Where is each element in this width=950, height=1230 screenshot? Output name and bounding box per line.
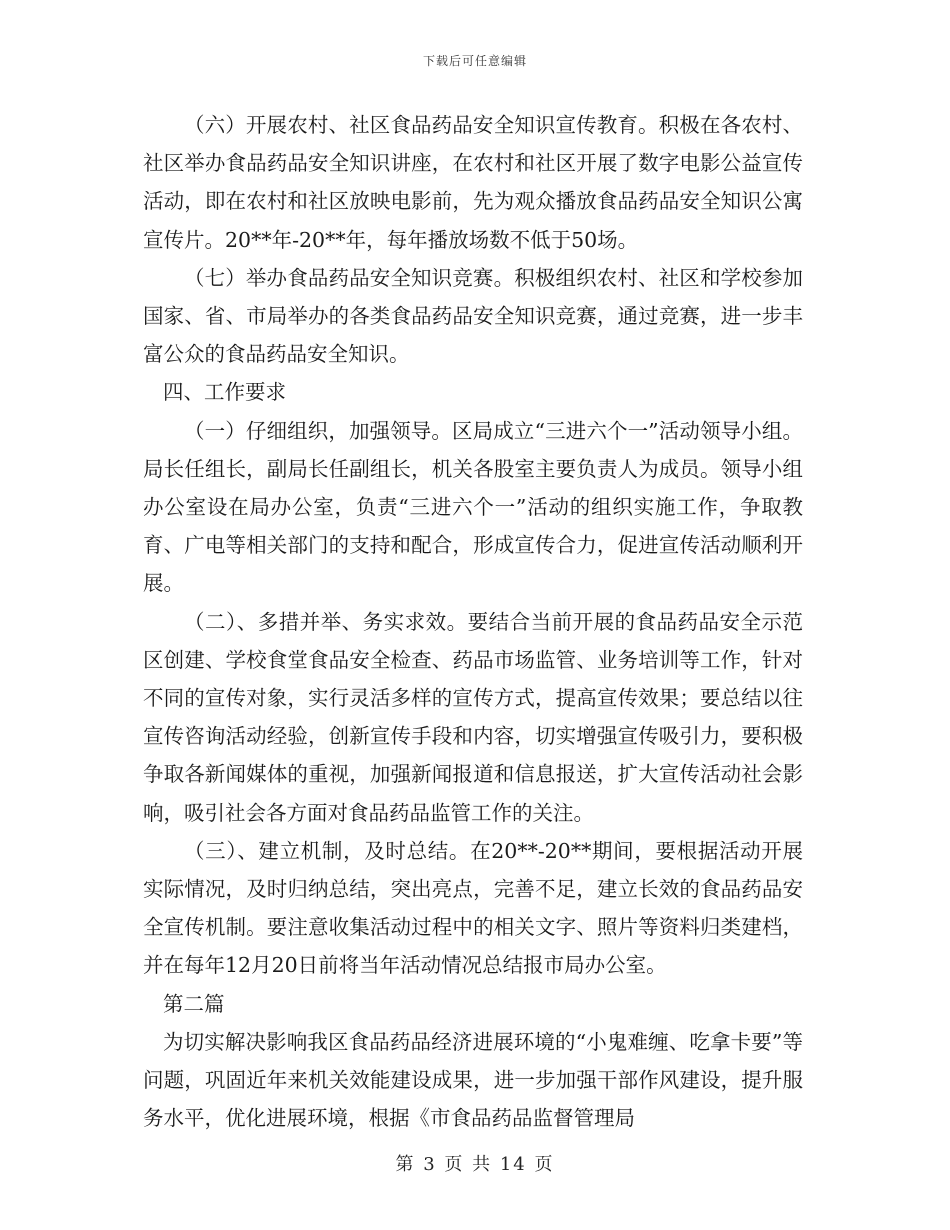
page-header: 下载后可任意编辑 [422,54,527,68]
document-body [143,106,803,1137]
part-two-paragraph: 为切实解决影响我区食品药品经济进展环境的“小鬼难缠、吃拿卡要”等问题，巩固近年来机关效能建设成果，进一步加强干部作风建设，提升服务水平，优化进展环境，根据《市食品药品监督管理局 [143,1029,803,1131]
paragraph-six: （六）开展农村、社区食品药品安全知识宣传教育。积极在各农村、社区举办食品药品安全知识讲座，在农村和社区开展了数字电影公益宣传活动，即在农村和社区放映电影前，先为观众播放食品药品安全知识公寓宣传片。20**年-20**年，每年播放场数不低于50场。 [143,113,803,252]
part-two-heading: 第二篇 [163,991,225,1016]
section-heading-work-requirements: 四、工作要求 [163,380,286,405]
requirement-two: （二）、多措并举、务实求效。要结合当前开展的食品药品安全示范区创建、学校食堂食品安全检查、药品市场监管、业务培训等工作，针对不同的宣传对象，实行灵活多样的宣传方式，提高宣传效果；要总结以往宣传咨询活动经验，创新宣传手段和内容，切实增强宣传吸引力，要积极争取各新闻媒体的重视，加强新闻报道和信息报送，扩大宣传活动社会影响，吸引社会各方面对食品药品监管工作的关注。 [143,609,803,825]
requirement-one: （一）仔细组织，加强领导。区局成立“三进六个一”活动领导小组。局长任组长，副局长任副组长，机关各股室主要负责人为成员。领导小组办公室设在局办公室，负责“三进六个一”活动的组织实施工作，争取教育、广电等相关部门的支持和配合，形成宣传合力，促进宣传活动顺利开展。 [143,418,803,596]
requirement-three: （三）、建立机制，及时总结。在20**-20**期间，要根据活动开展实际情况，及时归纳总结，突出亮点，完善不足，建立长效的食品药品安全宣传机制。要注意收集活动过程中的相关文字、照片等资料归类建档，并在每年12月20日前将当年活动情况总结报市局办公室。 [143,838,803,978]
paragraph-seven: （七）举办食品药品安全知识竞赛。积极组织农村、社区和学校参加国家、省、市局举办的各类食品药品安全知识竞赛，通过竞赛，进一步丰富公众的食品药品安全知识。 [143,265,803,367]
page-number-footer: 第 3 页 共 14 页 [395,1154,555,1175]
